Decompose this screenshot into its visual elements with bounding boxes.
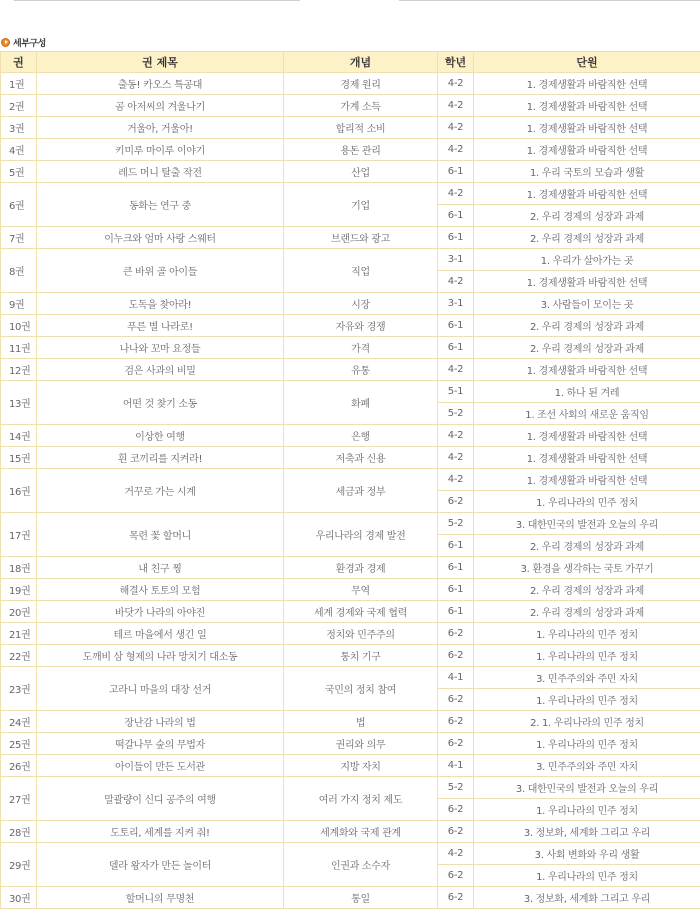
unit-cell: 3. 정보화, 세계화 그리고 우리 [474,821,700,843]
unit-cell: 1. 경제생활과 바람직한 선택 [474,271,700,293]
table-row [1,425,700,447]
table-row [1,381,700,403]
unit-cell: 2. 1. 우리나라의 민주 정치 [474,711,700,733]
table-row [1,447,700,469]
grade-cell: 6-1 [438,601,474,623]
concept-cell: 지방 자치 [284,755,438,777]
unit-cell: 1. 경제생활과 바람직한 선택 [474,359,700,381]
grade-cell: 6-1 [438,535,474,557]
volume-cell: 10권 [1,315,37,337]
grade-cell: 6-1 [438,579,474,601]
volume-cell: 30권 [1,887,37,909]
section-title: 세부구성 [13,38,46,49]
title-cell: 도깨비 삼 형제의 나라 망치기 대소동 [37,645,284,667]
title-cell: 곰 아저씨의 겨울나기 [37,95,284,117]
title-cell: 거울아, 거울아! [37,117,284,139]
volume-cell: 19권 [1,579,37,601]
top-divider-right [399,0,700,1]
concept-cell: 통치 기구 [284,645,438,667]
grade-cell: 6-1 [438,315,474,337]
grade-cell: 6-1 [438,227,474,249]
title-cell: 내 친구 찡 [37,557,284,579]
unit-cell: 3. 대한민국의 발전과 오늘의 우리 [474,777,700,799]
volume-cell: 17권 [1,513,37,557]
table-row [1,95,700,117]
volume-cell: 3권 [1,117,37,139]
grade-cell: 6-2 [438,733,474,755]
header-unit: 단원 [474,52,700,73]
grade-cell: 4-2 [438,73,474,95]
table-row [1,139,700,161]
grade-cell: 5-2 [438,513,474,535]
table-row [1,711,700,733]
volume-cell: 2권 [1,95,37,117]
grade-cell: 6-1 [438,337,474,359]
unit-cell: 3. 민주주의와 주민 자치 [474,667,700,689]
title-cell: 흰 코끼리를 지켜라! [37,447,284,469]
concept-cell: 세계화와 국제 관계 [284,821,438,843]
table-row [1,73,700,95]
unit-cell: 1. 경제생활과 바람직한 선택 [474,183,700,205]
unit-cell: 2. 우리 경제의 성장과 과제 [474,227,700,249]
grade-cell: 6-1 [438,205,474,227]
table-row [1,887,700,909]
table-row [1,777,700,799]
title-cell: 이상한 여행 [37,425,284,447]
volume-cell: 18권 [1,557,37,579]
grade-cell: 6-2 [438,799,474,821]
volume-cell: 26권 [1,755,37,777]
title-cell: 도토리, 세계를 지켜 줘! [37,821,284,843]
unit-cell: 1. 우리나라의 민주 정치 [474,799,700,821]
unit-cell: 1. 우리 국토의 모습과 생활 [474,161,700,183]
title-cell: 출동! 카오스 특공대 [37,73,284,95]
unit-cell: 1. 우리가 살아가는 곳 [474,249,700,271]
section-header [0,36,46,48]
grade-cell: 4-2 [438,359,474,381]
title-cell: 고라니 마을의 대장 선거 [37,667,284,711]
volume-cell: 8권 [1,249,37,293]
title-cell: 큰 바위 골 아이들 [37,249,284,293]
concept-cell: 여러 가지 정치 제도 [284,777,438,821]
unit-cell: 2. 우리 경제의 성장과 과제 [474,601,700,623]
volume-cell: 5권 [1,161,37,183]
title-cell: 키미루 마이루 이야기 [37,139,284,161]
table-row [1,183,700,205]
concept-cell: 저축과 신용 [284,447,438,469]
volume-cell: 27권 [1,777,37,821]
grade-cell: 6-2 [438,711,474,733]
title-cell: 목련 꽃 할머니 [37,513,284,557]
table-row [1,755,700,777]
concept-cell: 용돈 관리 [284,139,438,161]
title-cell: 동화는 연구 중 [37,183,284,227]
concept-cell: 브랜드와 광고 [284,227,438,249]
table-row [1,227,700,249]
grade-cell: 4-2 [438,95,474,117]
table-row [1,161,700,183]
concept-cell: 직업 [284,249,438,293]
volume-cell: 16권 [1,469,37,513]
concept-cell: 자유와 경쟁 [284,315,438,337]
header-concept: 개념 [284,52,438,73]
table-row [1,601,700,623]
volume-cell: 28권 [1,821,37,843]
unit-cell: 1. 경제생활과 바람직한 선택 [474,469,700,491]
concept-cell: 통일 [284,887,438,909]
concept-cell: 인권과 소수자 [284,843,438,887]
unit-cell: 1. 경제생활과 바람직한 선택 [474,73,700,95]
title-cell: 해결사 토토의 모험 [37,579,284,601]
concept-cell: 권리와 의무 [284,733,438,755]
grade-cell: 4-2 [438,447,474,469]
concept-cell: 가계 소득 [284,95,438,117]
title-cell: 이누크와 엄마 사랑 스웨터 [37,227,284,249]
unit-cell: 3. 환경을 생각하는 국토 가꾸기 [474,557,700,579]
concept-cell: 환경과 경제 [284,557,438,579]
grade-cell: 5-2 [438,403,474,425]
table-row [1,667,700,689]
volume-cell: 11권 [1,337,37,359]
volume-cell: 22권 [1,645,37,667]
title-cell: 테르 마을에서 생긴 일 [37,623,284,645]
title-cell: 나나와 꼬마 요정들 [37,337,284,359]
unit-cell: 2. 우리 경제의 성장과 과제 [474,535,700,557]
volume-cell: 4권 [1,139,37,161]
table-row [1,315,700,337]
unit-cell: 1. 우리나라의 민주 정치 [474,491,700,513]
table-row [1,359,700,381]
unit-cell: 1. 경제생활과 바람직한 선택 [474,95,700,117]
table-row [1,513,700,535]
composition-table [0,51,700,909]
volume-cell: 23권 [1,667,37,711]
concept-cell: 법 [284,711,438,733]
grade-cell: 6-2 [438,645,474,667]
grade-cell: 6-1 [438,557,474,579]
table-row [1,579,700,601]
volume-cell: 29권 [1,843,37,887]
unit-cell: 1. 경제생활과 바람직한 선택 [474,117,700,139]
table-header-row [1,52,700,73]
grade-cell: 6-2 [438,821,474,843]
grade-cell: 4-2 [438,425,474,447]
concept-cell: 기업 [284,183,438,227]
concept-cell: 세계 경제와 국제 협력 [284,601,438,623]
table-row [1,645,700,667]
title-cell: 레드 머니 탈출 작전 [37,161,284,183]
grade-cell: 4-1 [438,667,474,689]
unit-cell: 1. 하나 된 겨레 [474,381,700,403]
unit-cell: 1. 우리나라의 민주 정치 [474,645,700,667]
grade-cell: 6-2 [438,865,474,887]
unit-cell: 2. 우리 경제의 성장과 과제 [474,205,700,227]
grade-cell: 6-2 [438,887,474,909]
grade-cell: 5-1 [438,381,474,403]
top-divider-left [14,0,300,1]
concept-cell: 국민의 정치 참여 [284,667,438,711]
unit-cell: 3. 대한민국의 발전과 오늘의 우리 [474,513,700,535]
grade-cell: 6-2 [438,623,474,645]
title-cell: 바닷가 나라의 아야진 [37,601,284,623]
concept-cell: 가격 [284,337,438,359]
grade-cell: 3-1 [438,293,474,315]
volume-cell: 6권 [1,183,37,227]
header-grade: 학년 [438,52,474,73]
volume-cell: 7권 [1,227,37,249]
unit-cell: 1. 우리나라의 민주 정치 [474,865,700,887]
volume-cell: 12권 [1,359,37,381]
table-row [1,733,700,755]
grade-cell: 4-2 [438,117,474,139]
table-row [1,117,700,139]
title-cell: 아이들이 만든 도서관 [37,755,284,777]
concept-cell: 시장 [284,293,438,315]
concept-cell: 우리나라의 경제 발전 [284,513,438,557]
unit-cell: 3. 정보화, 세계화 그리고 우리 [474,887,700,909]
concept-cell: 화폐 [284,381,438,425]
grade-cell: 4-2 [438,139,474,161]
header-title: 권 제목 [37,52,284,73]
title-cell: 델라 왕자가 만든 놀이터 [37,843,284,887]
unit-cell: 2. 우리 경제의 성장과 과제 [474,315,700,337]
concept-cell: 경제 원리 [284,73,438,95]
unit-cell: 2. 우리 경제의 성장과 과제 [474,337,700,359]
title-cell: 푸른 별 나라로! [37,315,284,337]
grade-cell: 6-2 [438,689,474,711]
grade-cell: 6-1 [438,161,474,183]
table-row [1,623,700,645]
circle-arrow-icon [1,38,10,47]
grade-cell: 6-2 [438,491,474,513]
volume-cell: 13권 [1,381,37,425]
volume-cell: 25권 [1,733,37,755]
grade-cell: 4-2 [438,843,474,865]
title-cell: 떡갈나무 숲의 무법자 [37,733,284,755]
unit-cell: 1. 조선 사회의 새로운 움직임 [474,403,700,425]
unit-cell: 1. 우리나라의 민주 정치 [474,623,700,645]
table-row [1,843,700,865]
volume-cell: 1권 [1,73,37,95]
unit-cell: 2. 우리 경제의 성장과 과제 [474,579,700,601]
volume-cell: 15권 [1,447,37,469]
grade-cell: 4-2 [438,271,474,293]
grade-cell: 5-2 [438,777,474,799]
unit-cell: 3. 민주주의와 주민 자치 [474,755,700,777]
volume-cell: 21권 [1,623,37,645]
grade-cell: 4-2 [438,469,474,491]
concept-cell: 무역 [284,579,438,601]
concept-cell: 세금과 정부 [284,469,438,513]
unit-cell: 3. 사람들이 모이는 곳 [474,293,700,315]
title-cell: 말괄량이 신디 공주의 여행 [37,777,284,821]
table-row [1,249,700,271]
table-row [1,293,700,315]
table-body [1,73,700,909]
table-row [1,821,700,843]
grade-cell: 4-2 [438,183,474,205]
concept-cell: 은행 [284,425,438,447]
title-cell: 거꾸로 가는 시계 [37,469,284,513]
unit-cell: 1. 경제생활과 바람직한 선택 [474,447,700,469]
concept-cell: 합리적 소비 [284,117,438,139]
unit-cell: 1. 우리나라의 민주 정치 [474,689,700,711]
concept-cell: 유통 [284,359,438,381]
concept-cell: 정치와 민주주의 [284,623,438,645]
title-cell: 도독을 찾아라! [37,293,284,315]
unit-cell: 1. 경제생활과 바람직한 선택 [474,425,700,447]
table-row [1,557,700,579]
title-cell: 검은 사과의 비밀 [37,359,284,381]
grade-cell: 3-1 [438,249,474,271]
title-cell: 할머니의 무명천 [37,887,284,909]
volume-cell: 24권 [1,711,37,733]
unit-cell: 1. 우리나라의 민주 정치 [474,733,700,755]
volume-cell: 20권 [1,601,37,623]
unit-cell: 3. 사회 변화와 우리 생활 [474,843,700,865]
title-cell: 장난감 나라의 법 [37,711,284,733]
table-row [1,469,700,491]
table-row [1,337,700,359]
volume-cell: 9권 [1,293,37,315]
volume-cell: 14권 [1,425,37,447]
header-volume: 권 [1,52,37,73]
concept-cell: 산업 [284,161,438,183]
grade-cell: 4-1 [438,755,474,777]
unit-cell: 1. 경제생활과 바람직한 선택 [474,139,700,161]
title-cell: 어떤 것 찾기 소동 [37,381,284,425]
